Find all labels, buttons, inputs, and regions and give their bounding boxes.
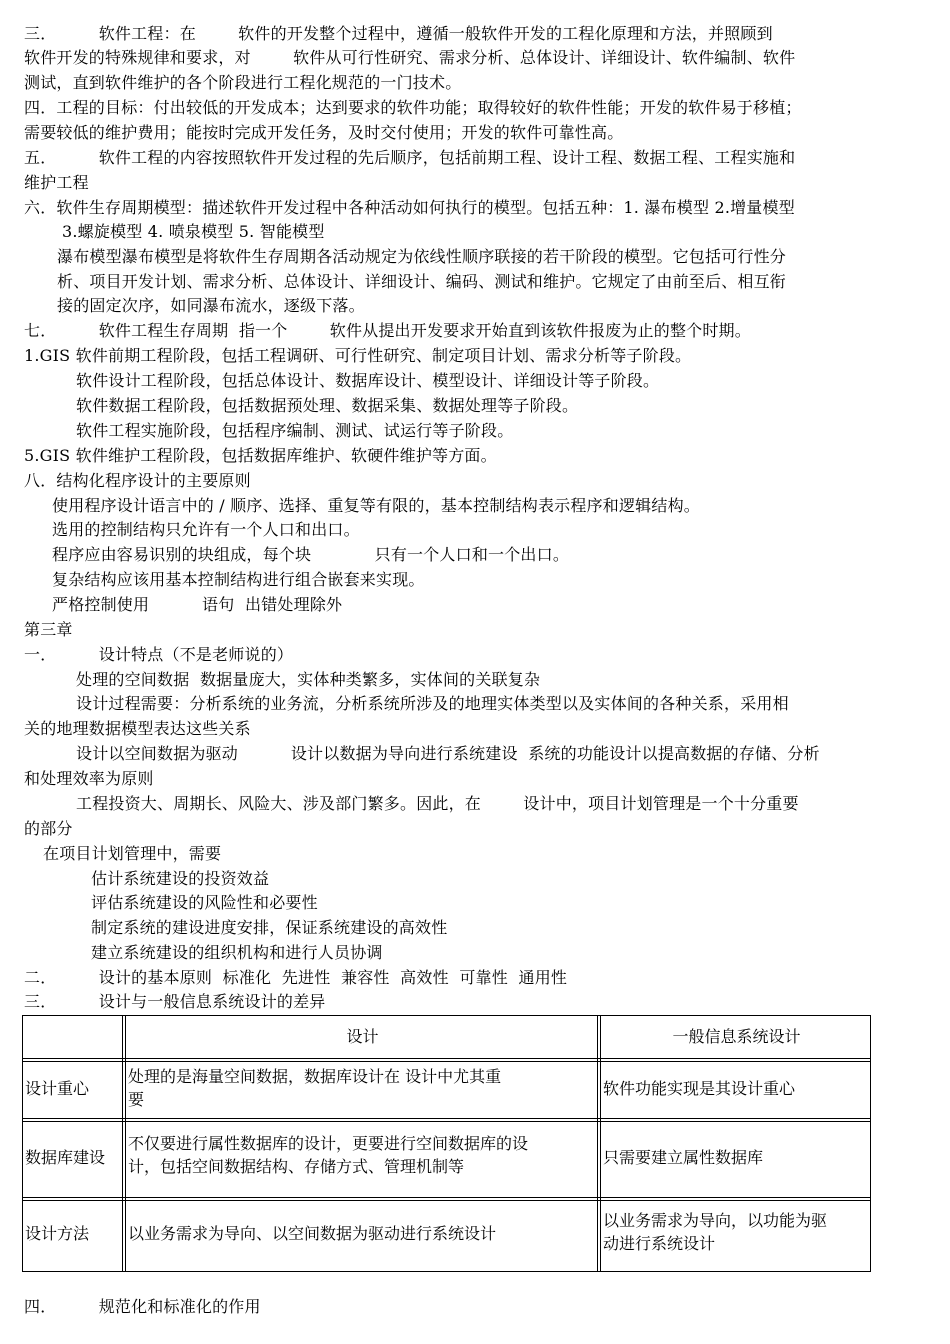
text-line: 瀑布模型瀑布模型是将软件生存周期各活动规定为依线性顺序联接的若干阶段的模型。它包括可行性分 [57, 247, 787, 266]
text-line: 四．工程的目标：付出较低的开发成本；达到要求的软件功能；取得较好的软件性能；开发的软件易于移植； [24, 98, 802, 117]
cell-text-line: 软件功能实现是其设计重心 [603, 1079, 796, 1098]
text-line: 程序应由容易识别的块组成，每个块 只有一个人口和一个出口。 [52, 545, 570, 564]
text-line: 八．结构化程序设计的主要原则 [24, 471, 251, 490]
text-line: 三． 软件工程：在 软件的开发整个过程中，遵循一般软件开发的工程化原理和方法，并照顾到 [24, 24, 773, 43]
text-line: 六．软件生存周期模型：描述软件开发过程中各种活动如何执行的模型。包括五种：1. 瀑布模型 2.增量模型 [24, 198, 795, 217]
text-line: 在项目计划管理中，需要 [43, 844, 222, 863]
text-line: 5.GIS 软件维护工程阶段，包括数据库维护、软硬件维护等方面。 [24, 446, 497, 465]
text-line: 严格控制使用 语句 出错处理除外 [52, 595, 343, 614]
text-line: 和处理效率为原则 [24, 769, 154, 788]
text-line: 软件开发的特殊规律和要求，对 软件从可行性研究、需求分析、总体设计、详细设计、软件编制、软件 [24, 48, 796, 67]
cell-text-line: 不仅要进行属性数据库的设计，更要进行空间数据库的设 [128, 1134, 529, 1153]
text-line: 接的固定次序，如同瀑布流水，逐级下落。 [57, 296, 365, 315]
text-line: 的部分 [24, 819, 73, 838]
text-line: 第三章 [24, 620, 73, 639]
text-line: 测试，直到软件维护的各个阶段进行工程化规范的一门技术。 [24, 73, 462, 92]
text-line: 软件工程实施阶段，包括程序编制、测试、试运行等子阶段。 [76, 421, 514, 440]
text-line: 1.GIS 软件前期工程阶段，包括工程调研、可行性研究、制定项目计划、需求分析等子阶段。 [24, 346, 692, 365]
cell-text-line: 以业务需求为导向、以空间数据为驱动进行系统设计 [128, 1224, 497, 1243]
table-cell [601, 1209, 870, 1255]
text-line: 关的地理数据模型表达这些关系 [24, 719, 251, 738]
text-line: 3.螺旋模型 4. 喷泉模型 5. 智能模型 [62, 222, 325, 241]
text-line: 选用的控制结构只允许有一个人口和出口。 [52, 520, 360, 539]
cell-text-line: 要 [128, 1090, 145, 1109]
table-row-label: 设计重心 [25, 1079, 90, 1098]
text-line: 维护工程 [24, 173, 89, 192]
text-line: 软件设计工程阶段，包括总体设计、数据库设计、模型设计、详细设计等子阶段。 [76, 371, 660, 390]
text-line: 一． 设计特点（不是老师说的） [24, 645, 294, 664]
cell-text-line: 计，包括空间数据结构、存储方式、管理机制等 [128, 1157, 465, 1176]
table-cell [126, 1132, 597, 1178]
table-cell [601, 1146, 870, 1169]
text-line: 五． 软件工程的内容按照软件开发过程的先后顺序，包括前期工程、设计工程、数据工程、工程实施和 [24, 148, 796, 167]
text-line: 四． 规范化和标准化的作用 [24, 1297, 261, 1316]
text-line: 设计以空间数据为驱动 设计以数据为导向进行系统建设 系统的功能设计以提高数据的存储、分析 [76, 744, 820, 763]
text-line: 评估系统建设的风险性和必要性 [91, 893, 318, 912]
cell-text-line: 处理的是海量空间数据，数据库设计在 设计中尤其重 [128, 1067, 502, 1086]
text-line: 制定系统的建设进度安排，保证系统建设的高效性 [91, 918, 448, 937]
text-line: 三． 设计与一般信息系统设计的差异 [24, 992, 326, 1011]
text-line: 析、项目开发计划、需求分析、总体设计、详细设计、编码、测试和维护。它规定了由前至后、相互衔 [57, 272, 787, 291]
text-line: 设计过程需要：分析系统的业务流，分析系统所涉及的地理实体类型以及实体间的各种关系，采用相 [76, 694, 789, 713]
table-row-label: 设计方法 [25, 1224, 90, 1243]
text-line: 二． 设计的基本原则 标准化 先进性 兼容性 高效性 可靠性 通用性 [24, 968, 568, 987]
text-line: 七． 软件工程生存周期 指一个 软件从提出开发要求开始直到该软件报废为止的整个时期。 [24, 321, 751, 340]
text-line: 软件数据工程阶段，包括数据预处理、数据采集、数据处理等子阶段。 [76, 396, 579, 415]
cell-text-line: 动进行系统设计 [603, 1234, 716, 1253]
text-line: 建立系统建设的组织机构和进行人员协调 [91, 943, 383, 962]
text-line: 使用程序设计语言中的 / 顺序、选择、重复等有限的，基本控制结构表示程序和逻辑结构。 [52, 496, 700, 515]
text-line: 处理的空间数据 数据量庞大，实体种类繁多，实体间的关联复杂 [76, 670, 541, 689]
table-header-design: 设计 [346, 1027, 379, 1046]
text-line: 估计系统建设的投资效益 [91, 869, 270, 888]
text-line: 复杂结构应该用基本控制结构进行组合嵌套来实现。 [52, 570, 425, 589]
comparison-table [22, 1015, 871, 1272]
table-cell [126, 1065, 597, 1111]
table-cell [601, 1077, 870, 1100]
text-line: 工程投资大、周期长、风险大、涉及部门繁多。因此，在 设计中，项目计划管理是一个十分重要 [76, 794, 799, 813]
table-row-label: 数据库建设 [25, 1148, 106, 1167]
table-header-general-system: 一般信息系统设计 [672, 1027, 801, 1046]
text-line: 需要较低的维护费用；能按时完成开发任务，及时交付使用；开发的软件可靠性高。 [24, 123, 624, 142]
cell-text-line: 以业务需求为导向，以功能为驱 [603, 1211, 828, 1230]
table-cell [126, 1222, 597, 1245]
cell-text-line: 只需要建立属性数据库 [603, 1148, 764, 1167]
